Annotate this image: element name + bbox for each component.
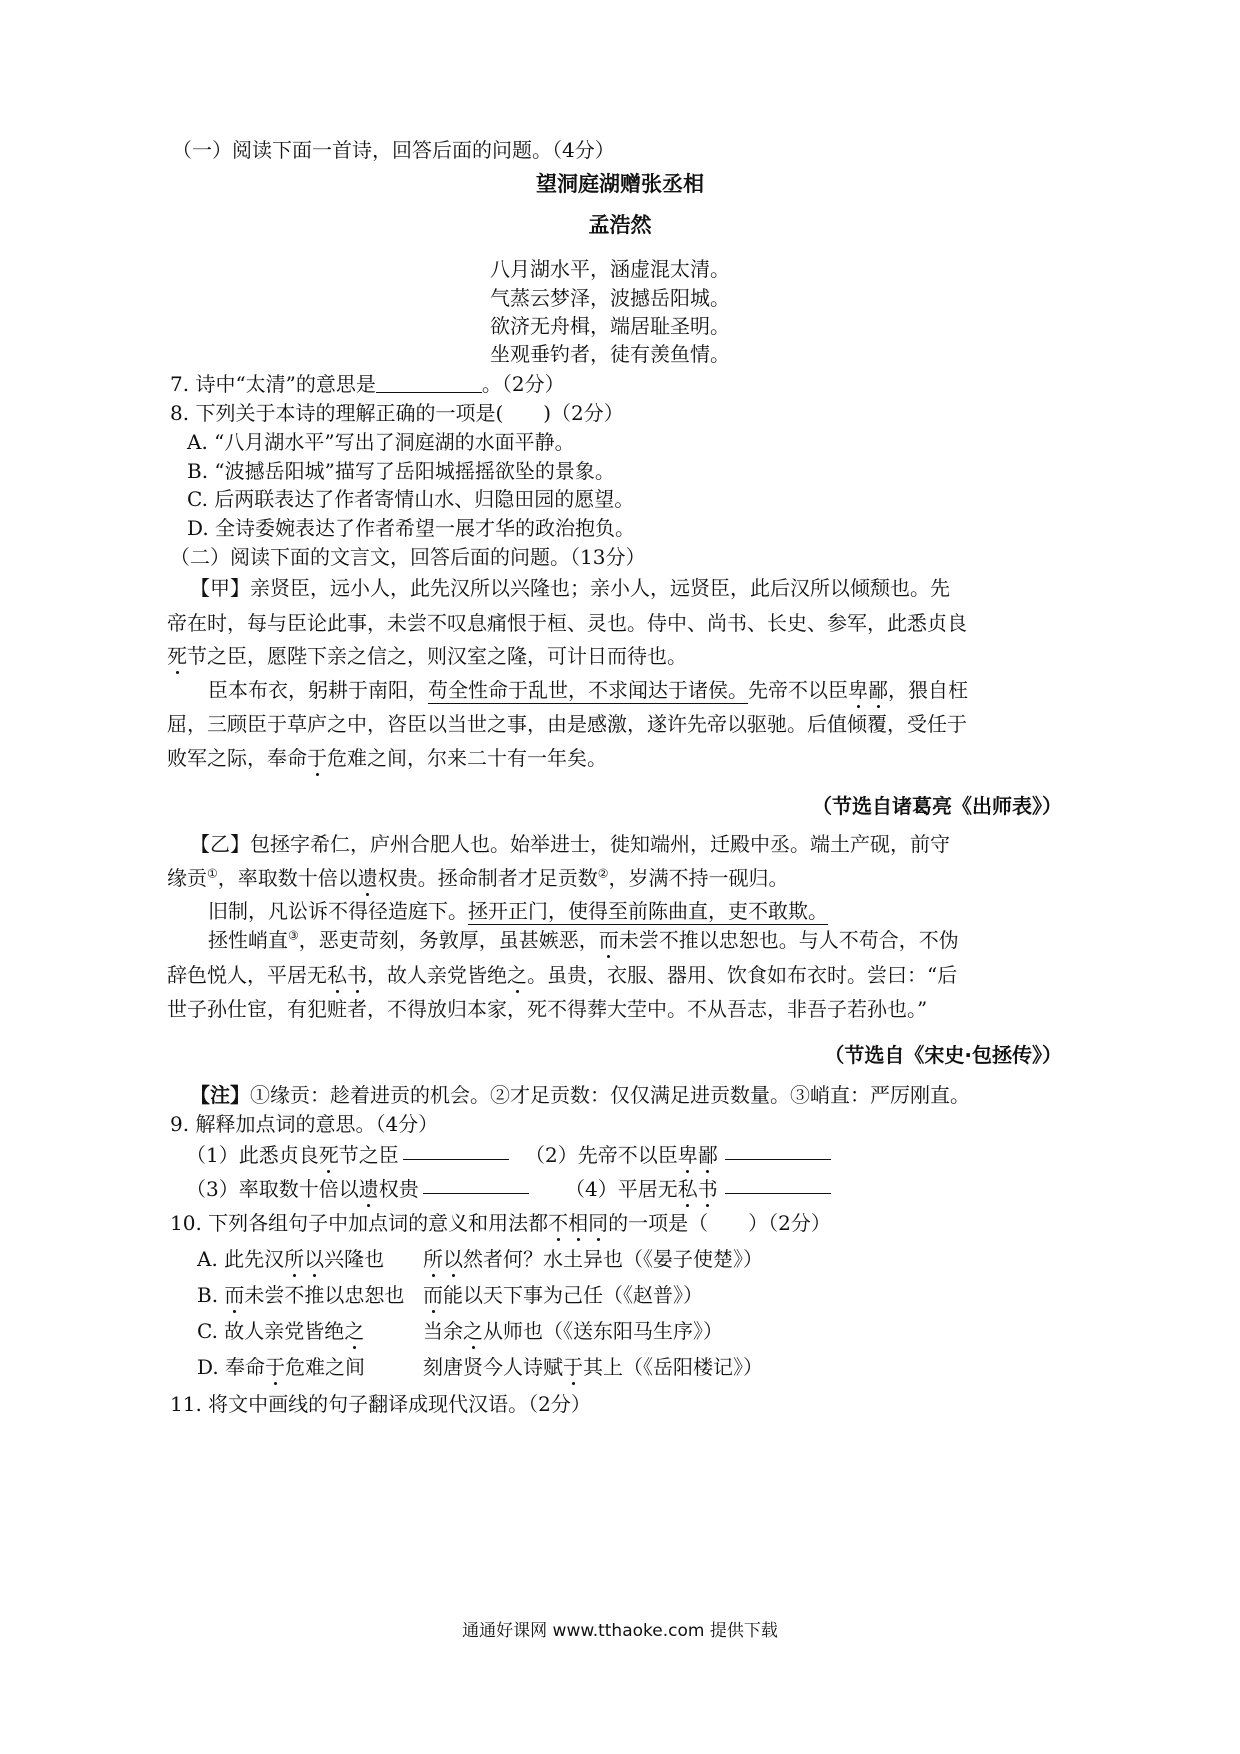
dotted-word: 书 (697, 1177, 718, 1201)
note-mark: ① (207, 866, 218, 881)
q10-option-d-left: D. 奉命于危难之间 (197, 1355, 366, 1379)
underlined-sentence: 苟全性命于乱世，不求闻达于诸侯。 (428, 678, 748, 702)
answer-blank[interactable] (376, 372, 482, 393)
jia-line: 【甲】亲贤臣，远小人，此先汉所以兴隆也；亲小人，远贤臣，此后汉所以倾颓也。先 (190, 576, 950, 600)
dotted-word: 死 (318, 1143, 339, 1167)
dotted-word: 同 (588, 1211, 609, 1235)
q8-option-a: A. “八月湖水平”写出了洞庭湖的水面平静。 (187, 430, 575, 454)
q9-item-2: （2）先帝不以臣卑鄙 (525, 1143, 718, 1167)
poem-line: 欲济无舟楫，端居耻圣明。 (490, 314, 730, 338)
dotted-word: 鄙 (868, 678, 888, 702)
q8-option-c: C. 后两联表达了作者寄情山水、归隐田园的愿望。 (187, 487, 635, 511)
dotted-word: 而 (224, 1283, 245, 1307)
dotted-word: 以 (304, 1247, 325, 1271)
q10-option-a-left: A. 此先汉所以兴隆也 (197, 1247, 385, 1271)
jia-source: （节选自诸葛亮《出师表》） (812, 794, 1062, 818)
yi-line: 旧制，凡讼诉不得径造庭下。拯开正门，使得至前陈曲直，吏不敢欺。 (208, 899, 828, 923)
dotted-word: 遗 (357, 866, 378, 890)
q10-option-a-right: 所以然者何？水土异也（《晏子使楚》） (423, 1247, 763, 1271)
dotted-word: 于 (563, 1355, 583, 1379)
poem-author: 孟浩然 (588, 213, 652, 237)
q9-item-4: （4）平居无私书 (565, 1177, 718, 1201)
yi-source: （节选自《宋史·包拯传》） (824, 1043, 1062, 1067)
dotted-word: 私 (677, 1177, 698, 1201)
q10-option-c-left: C. 故人亲党皆绝之 (197, 1319, 365, 1343)
q8-option-b: B. “波撼岳阳城”描写了岳阳城摇摇欲坠的景象。 (187, 459, 615, 483)
question-9-stem: 9. 解释加点词的意思。（4分） (170, 1112, 439, 1136)
footer-credit: 通通好课网 www.tthaoke.com 提供下载 (462, 1621, 778, 1641)
q10-option-d-right: 刻唐贤今人诗赋于其上（《岳阳楼记》） (423, 1355, 763, 1379)
dotted-word: 书 (347, 963, 367, 987)
dotted-word: 鄙 (697, 1143, 718, 1167)
q8-option-d: D. 全诗委婉表达了作者希望一展才华的政治抱负。 (187, 516, 636, 540)
dotted-word: 所 (284, 1247, 305, 1271)
section1-heading: （一）阅读下面一首诗，回答后面的问题。（4分） (172, 138, 615, 162)
dotted-word: 相 (568, 1211, 589, 1235)
answer-blank[interactable] (423, 1193, 529, 1194)
jia-line: 屈，三顾臣于草庐之中，咨臣以当世之事，由是感激，遂许先帝以驱驰。后值倾覆，受任于 (167, 712, 967, 736)
dotted-word: 死 (167, 644, 187, 668)
underlined-sentence: 拯开正门，使得至前陈曲直，吏不敢欺。 (468, 899, 828, 923)
dotted-word: 而 (423, 1283, 443, 1307)
question-11-stem: 11. 将文中画线的句子翻译成现代汉语。（2分） (170, 1392, 591, 1416)
dotted-word: 而 (598, 928, 619, 952)
dotted-word: 卑 (677, 1143, 698, 1167)
question-10-stem: 10. 下列各组句子中加点词的意义和用法都不相同的一项是（ ）（2分） (170, 1211, 831, 1235)
dotted-word: 不 (548, 1211, 569, 1235)
dotted-word: 以 (443, 1247, 463, 1271)
jia-line: 败军之际，奉命于危难之间，尔来二十有一年矣。 (167, 746, 607, 770)
dotted-word: 所 (423, 1247, 443, 1271)
dotted-word: 遗 (358, 1177, 379, 1201)
dotted-word: 于 (265, 1355, 286, 1379)
q10-option-b-left: B. 而未尝不推以忠恕也 (197, 1283, 405, 1307)
question-7: 7. 诗中“太清”的意思是 。（2分） (170, 372, 565, 396)
question-8-stem: 8. 下列关于本诗的理解正确的一项是( )（2分） (170, 401, 624, 425)
jia-line: 帝在时，每与臣论此事，未尝不叹息痛恨于桓、灵也。侍中、尚书、长史、参军，此悉贞良 (167, 611, 967, 635)
poem-line: 气蒸云梦泽，波撼岳阳城。 (490, 286, 730, 310)
dotted-word: 于 (307, 746, 327, 770)
poem-line: 八月湖水平，涵虚混太清。 (490, 257, 730, 281)
yi-line: 辞色悦人，平居无私书，故人亲党皆绝之。虽贵，衣服、器用、饮食如布衣时。尝曰：“后 (167, 963, 958, 987)
poem-title: 望洞庭湖赠张丞相 (536, 172, 704, 196)
answer-blank[interactable] (725, 1193, 831, 1194)
answer-blank[interactable] (725, 1159, 831, 1160)
yi-line: 拯性峭直③，恶吏苛刻，务敦厚，虽甚嫉恶，而未尝不推以忠恕也。与人不苟合，不伪 (208, 928, 959, 952)
dotted-word: 之 (344, 1319, 365, 1343)
dotted-word: 私 (327, 963, 347, 987)
note-mark: ③ (288, 928, 299, 943)
dotted-word: 卑 (848, 678, 868, 702)
q9-item-1: （1）此悉贞良死节之臣 (186, 1143, 399, 1167)
q10-option-b-right: 而能以天下事为己任（《赵普》） (423, 1283, 703, 1307)
dotted-word: 之 (507, 963, 527, 987)
section2-heading: （二）阅读下面的文言文，回答后面的问题。（13分） (170, 545, 646, 569)
q9-item-3: （3）率取数十倍以遗权贵 (186, 1177, 419, 1201)
yi-line: 缘贡①，率取数十倍以遗权贵。拯命制者才足贡数②，岁满不持一砚归。 (167, 866, 789, 890)
answer-blank[interactable] (403, 1159, 509, 1160)
q10-option-c-right: 当余之从师也（《送东阳马生序》） (423, 1319, 723, 1343)
dotted-word: 之 (463, 1319, 483, 1343)
yi-line: 世子孙仕宦，有犯赃者，不得放归本家，死不得葬大茔中。不从吾志，非吾子若孙也。” (167, 997, 928, 1021)
jia-line: 死节之臣，愿陛下亲之信之，则汉室之隆，可计日而待也。 (167, 644, 687, 668)
note-mark: ② (597, 866, 609, 881)
yi-line: 【乙】包拯字希仁，庐州合肥人也。始举进士，徙知端州，迁殿中丞。端土产砚，前守 (190, 832, 950, 856)
note-line: 【注】①缘贡：趁着进贡的机会。②才足贡数：仅仅满足进贡数量。③峭直：严厉刚直。 (190, 1083, 970, 1107)
jia-line: 臣本布衣，躬耕于南阳，苟全性命于乱世，不求闻达于诸侯。先帝不以臣卑鄙，猥自枉 (208, 678, 968, 702)
poem-line: 坐观垂钓者，徒有羡鱼情。 (490, 342, 730, 366)
